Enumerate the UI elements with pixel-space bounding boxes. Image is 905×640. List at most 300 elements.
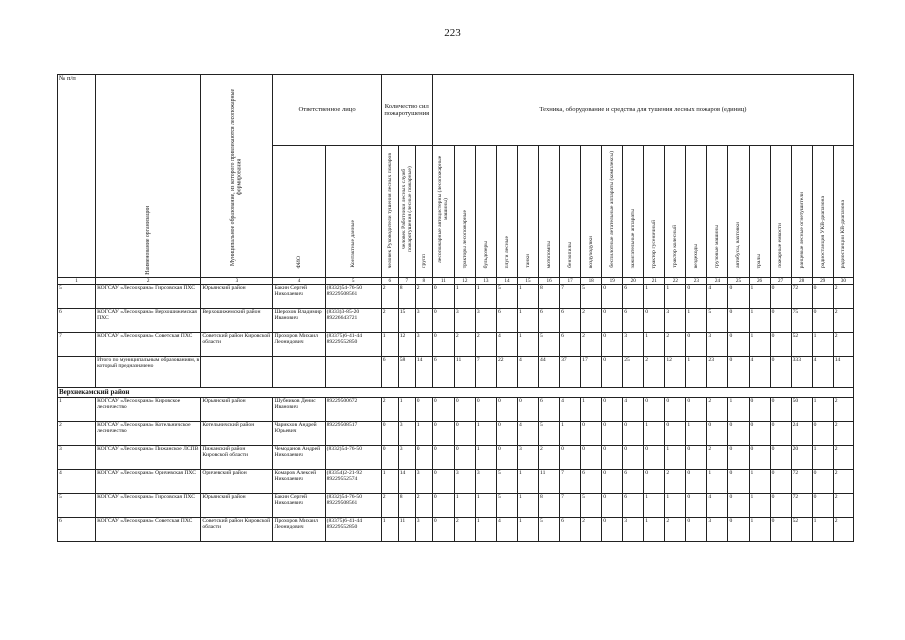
column-index-cell: 23: [686, 278, 707, 285]
responsible-fio: Комаров Алексей Николаевич: [273, 470, 325, 494]
value-cell: 0: [602, 398, 623, 422]
value-cell: 4: [518, 357, 539, 388]
header-equipment-19: радиостанции КВ-диапазона: [833, 146, 853, 278]
value-cell: 1: [644, 333, 665, 357]
value-cell: 2: [833, 333, 853, 357]
header-force-0: человек Руководители тушения лесных пожаров: [381, 146, 398, 278]
value-cell: 0: [518, 398, 539, 422]
value-cell: 11: [454, 357, 475, 388]
value-cell: 0: [665, 422, 686, 446]
value-cell: 0: [728, 333, 749, 357]
value-cell: 3: [518, 446, 539, 470]
value-cell: 1: [381, 333, 398, 357]
value-cell: 5: [581, 285, 602, 309]
row-number: 6: [58, 309, 96, 333]
column-index-row: [58, 278, 854, 285]
value-cell: 1: [665, 285, 686, 309]
value-cell: 0: [770, 333, 791, 357]
org-name: КОГСАУ «Лесоохрана» Пижанское ЛСПВ: [96, 446, 201, 470]
value-cell: 0: [644, 309, 665, 333]
column-index-cell: 1: [58, 278, 96, 285]
column-index-cell: 6: [381, 278, 398, 285]
contact-info: [325, 357, 381, 388]
value-cell: 72: [791, 494, 812, 518]
value-cell: 0: [770, 285, 791, 309]
column-index-cell: 7: [398, 278, 415, 285]
value-cell: 0: [686, 333, 707, 357]
value-cell: 0: [415, 398, 432, 422]
value-cell: 3: [707, 333, 728, 357]
value-cell: 0: [644, 398, 665, 422]
value-cell: 1: [644, 422, 665, 446]
value-cell: 3: [415, 333, 432, 357]
value-cell: 2: [415, 494, 432, 518]
value-cell: 1: [518, 333, 539, 357]
header-equipment-1: тракторы лесопожарные: [454, 146, 475, 278]
value-cell: 20: [791, 446, 812, 470]
contact-info: (8332)54-76-50 89229508561: [325, 285, 381, 309]
value-cell: 0: [728, 285, 749, 309]
value-cell: 2: [454, 518, 475, 542]
contact-info: (8332)54-76-50: [325, 446, 381, 470]
value-cell: 4: [560, 398, 581, 422]
column-index-cell: 27: [770, 278, 791, 285]
value-cell: 1: [686, 357, 707, 388]
value-cell: 1: [475, 285, 496, 309]
value-cell: 2: [381, 285, 398, 309]
value-cell: 6: [381, 357, 398, 388]
value-cell: 1: [686, 309, 707, 333]
value-cell: 0: [686, 470, 707, 494]
column-index-cell: 28: [791, 278, 812, 285]
value-cell: 4: [496, 333, 517, 357]
column-index-cell: 13: [475, 278, 496, 285]
header-force-1: человек Работники лесных служб пожаротушения (лесные пожарные): [398, 146, 415, 278]
value-cell: 0: [770, 494, 791, 518]
value-cell: 0: [432, 494, 454, 518]
row-number: 7: [58, 333, 96, 357]
value-cell: 8: [539, 494, 560, 518]
value-cell: 0: [581, 446, 602, 470]
value-cell: 0: [415, 446, 432, 470]
value-cell: 2: [707, 398, 728, 422]
value-cell: 0: [770, 398, 791, 422]
value-cell: 0: [770, 518, 791, 542]
value-cell: 0: [728, 518, 749, 542]
value-cell: 2: [833, 494, 853, 518]
value-cell: 0: [432, 470, 454, 494]
value-cell: 5: [539, 518, 560, 542]
value-cell: 1: [454, 494, 475, 518]
value-cell: 11: [398, 518, 415, 542]
header-equipment-11: трактор колесный: [665, 146, 686, 278]
responsible-fio: Бакин Сергей Николаевич: [273, 285, 325, 309]
contact-info: (83354)2-21-92 89229552574: [325, 470, 381, 494]
value-cell: 0: [770, 309, 791, 333]
value-cell: 7: [475, 357, 496, 388]
value-cell: 3: [415, 470, 432, 494]
value-cell: 2: [665, 470, 686, 494]
value-cell: 333: [791, 357, 812, 388]
value-cell: 2: [833, 285, 853, 309]
value-cell: 2: [381, 494, 398, 518]
value-cell: 0: [496, 422, 517, 446]
value-cell: 0: [812, 494, 833, 518]
responsible-fio: [273, 357, 325, 388]
value-cell: 1: [560, 422, 581, 446]
value-cell: 2: [833, 446, 853, 470]
header-forces: Количество сил пожаротушения: [381, 75, 432, 146]
header-equipment-16: пожарные емкости: [770, 146, 791, 278]
value-cell: 1: [518, 470, 539, 494]
value-cell: 0: [812, 285, 833, 309]
value-cell: 14: [833, 357, 853, 388]
value-cell: 0: [728, 357, 749, 388]
column-index-cell: 21: [644, 278, 665, 285]
header-equipment-6: бензопилы: [560, 146, 581, 278]
value-cell: 1: [475, 518, 496, 542]
municipality: Пижанский район Кировской области: [201, 446, 273, 470]
value-cell: 2: [833, 422, 853, 446]
column-index-cell: 2: [96, 278, 201, 285]
value-cell: 2: [665, 333, 686, 357]
municipality: Юрьянский район: [201, 398, 273, 422]
row-number: 4: [58, 470, 96, 494]
org-name: КОГСАУ «Лесоохрана» Советская ПХС: [96, 333, 201, 357]
header-responsible: Ответственное лицо: [273, 75, 381, 146]
org-name: КОГСАУ «Лесоохрана» Кировское лесничество: [96, 398, 201, 422]
value-cell: 6: [623, 309, 644, 333]
value-cell: 0: [728, 446, 749, 470]
section-row: [58, 388, 854, 398]
value-cell: 0: [496, 398, 517, 422]
column-index-cell: 24: [707, 278, 728, 285]
value-cell: 0: [644, 470, 665, 494]
value-cell: 72: [791, 285, 812, 309]
value-cell: 4: [707, 285, 728, 309]
table-row: [58, 518, 854, 542]
municipality: [201, 357, 273, 388]
header-org: Наименование организации: [96, 75, 201, 278]
value-cell: 1: [665, 494, 686, 518]
value-cell: 6: [623, 494, 644, 518]
org-name: КОГСАУ «Лесоохрана» Оричевская ПХС: [96, 470, 201, 494]
contact-info: (8333)3-85-20 89226643721: [325, 309, 381, 333]
value-cell: 0: [812, 309, 833, 333]
value-cell: 0: [770, 470, 791, 494]
value-cell: 15: [398, 309, 415, 333]
value-cell: 14: [415, 357, 432, 388]
value-cell: 5: [581, 494, 602, 518]
org-name: КОГСАУ «Лесоохрана» Гирсовская ПХС: [96, 494, 201, 518]
value-cell: 6: [560, 518, 581, 542]
value-cell: 0: [602, 309, 623, 333]
value-cell: 1: [812, 446, 833, 470]
municipality: Советский район Кировской области: [201, 518, 273, 542]
value-cell: 4: [707, 494, 728, 518]
value-cell: 1: [381, 470, 398, 494]
value-cell: 4: [496, 518, 517, 542]
value-cell: 0: [454, 398, 475, 422]
value-cell: 1: [644, 518, 665, 542]
value-cell: 1: [812, 518, 833, 542]
value-cell: 1: [707, 470, 728, 494]
value-cell: 8: [398, 285, 415, 309]
header-equipment-7: воздуходувки: [581, 146, 602, 278]
value-cell: 24: [791, 422, 812, 446]
value-cell: 5: [496, 285, 517, 309]
value-cell: 4: [623, 398, 644, 422]
value-cell: 52: [791, 333, 812, 357]
value-cell: 0: [602, 470, 623, 494]
value-cell: 6: [539, 398, 560, 422]
value-cell: 58: [398, 357, 415, 388]
value-cell: 3: [707, 518, 728, 542]
value-cell: 8: [539, 285, 560, 309]
value-cell: 2: [581, 333, 602, 357]
value-cell: 0: [475, 398, 496, 422]
resources-grid: [57, 74, 854, 542]
value-cell: 1: [475, 446, 496, 470]
value-cell: 0: [686, 398, 707, 422]
column-index-cell: 25: [728, 278, 749, 285]
value-cell: 72: [791, 470, 812, 494]
value-cell: 2: [644, 357, 665, 388]
value-cell: 23: [707, 357, 728, 388]
municipality: Советский район Кировской области: [201, 333, 273, 357]
table-row: [58, 398, 854, 422]
responsible-fio: Чемоданов Андрей Николаевич: [273, 446, 325, 470]
org-name: Итого по муниципальным образованиям, в который предназначено: [96, 357, 201, 388]
value-cell: 0: [432, 285, 454, 309]
value-cell: 8: [398, 494, 415, 518]
value-cell: 0: [665, 398, 686, 422]
value-cell: 0: [686, 446, 707, 470]
fire-resources-table: [57, 74, 854, 542]
value-cell: 0: [602, 518, 623, 542]
value-cell: 6: [539, 309, 560, 333]
header-equipment-10: трактор гусеничный: [644, 146, 665, 278]
value-cell: 44: [539, 357, 560, 388]
municipality: Юрьянский район: [201, 494, 273, 518]
table-row: [58, 446, 854, 470]
contact-info: (83375)6-41-44 89229552850: [325, 518, 381, 542]
value-cell: 1: [728, 398, 749, 422]
municipality: Оричевский район: [201, 470, 273, 494]
contact-info: 89229500672: [325, 398, 381, 422]
municipality: Верхошижемский район: [201, 309, 273, 333]
page-number: 223: [444, 27, 461, 39]
header-equipment-17: ранцевые лесные огнетушители: [791, 146, 812, 278]
table-row: [58, 357, 854, 388]
value-cell: 0: [602, 357, 623, 388]
value-cell: 6: [623, 285, 644, 309]
value-cell: 0: [602, 285, 623, 309]
header-equipment-5: мотопомпы: [539, 146, 560, 278]
value-cell: 6: [496, 309, 517, 333]
row-number: 3: [58, 446, 96, 470]
value-cell: 1: [518, 518, 539, 542]
value-cell: 1: [475, 494, 496, 518]
value-cell: 6: [560, 309, 581, 333]
value-cell: 5: [539, 422, 560, 446]
value-cell: 7: [560, 285, 581, 309]
value-cell: 0: [686, 518, 707, 542]
value-cell: 2: [833, 470, 853, 494]
value-cell: 0: [432, 422, 454, 446]
header-equipment-13: грузовые машины: [707, 146, 728, 278]
value-cell: 7: [560, 494, 581, 518]
column-index-cell: 29: [812, 278, 833, 285]
column-index-cell: 11: [432, 278, 454, 285]
value-cell: 0: [749, 422, 770, 446]
value-cell: 0: [602, 422, 623, 446]
value-cell: 0: [432, 333, 454, 357]
value-cell: 4: [518, 422, 539, 446]
column-index-cell: 5: [325, 278, 381, 285]
value-cell: 2: [381, 309, 398, 333]
value-cell: 2: [833, 309, 853, 333]
value-cell: 2: [415, 285, 432, 309]
value-cell: 1: [415, 422, 432, 446]
header-equipment-0: лесопожарные автоцистерны (лесопожарные машины): [432, 146, 454, 278]
value-cell: 1: [749, 333, 770, 357]
value-cell: 0: [602, 494, 623, 518]
responsible-fio: Прохоров Михаил Леонидович: [273, 518, 325, 542]
row-number: 5: [58, 285, 96, 309]
responsible-fio: Прохоров Михаил Леонидович: [273, 333, 325, 357]
value-cell: 2: [581, 518, 602, 542]
value-cell: 0: [812, 470, 833, 494]
contact-info: (83375)6-41-44 89229552850: [325, 333, 381, 357]
value-cell: 1: [454, 285, 475, 309]
row-number: 6: [58, 518, 96, 542]
value-cell: 6: [432, 357, 454, 388]
value-cell: 1: [749, 470, 770, 494]
column-index-cell: 18: [581, 278, 602, 285]
value-cell: 0: [496, 446, 517, 470]
value-cell: 3: [398, 422, 415, 446]
row-number: 5: [58, 494, 96, 518]
value-cell: 0: [623, 422, 644, 446]
value-cell: 0: [728, 309, 749, 333]
value-cell: 1: [518, 309, 539, 333]
value-cell: 2: [665, 518, 686, 542]
section-title: Верхнекамский район: [58, 388, 854, 398]
value-cell: 0: [602, 333, 623, 357]
header-equipment: Техника, оборудование и средства для тушения лесных пожаров (единиц): [432, 75, 853, 146]
value-cell: 0: [581, 422, 602, 446]
value-cell: 17: [581, 357, 602, 388]
value-cell: 0: [812, 422, 833, 446]
column-index-cell: 30: [833, 278, 853, 285]
header-num: № п/п: [58, 75, 96, 278]
header-equipment-15: тралы: [749, 146, 770, 278]
value-cell: 1: [475, 422, 496, 446]
value-cell: 3: [454, 470, 475, 494]
value-cell: 1: [665, 446, 686, 470]
value-cell: 0: [749, 446, 770, 470]
value-cell: 0: [623, 446, 644, 470]
value-cell: 0: [644, 446, 665, 470]
value-cell: 3: [475, 470, 496, 494]
row-number: 2: [58, 422, 96, 446]
value-cell: 3: [665, 309, 686, 333]
column-index-cell: 22: [665, 278, 686, 285]
table-row: [58, 309, 854, 333]
header-equipment-14: автобусы, вахтовки: [728, 146, 749, 278]
value-cell: 0: [432, 309, 454, 333]
value-cell: 1: [518, 494, 539, 518]
value-cell: 0: [728, 494, 749, 518]
value-cell: 1: [644, 494, 665, 518]
value-cell: 0: [602, 446, 623, 470]
contact-info: (8332)54-76-50 89229508561: [325, 494, 381, 518]
value-cell: 12: [665, 357, 686, 388]
value-cell: 0: [454, 422, 475, 446]
value-cell: 1: [749, 285, 770, 309]
header-equipment-9: зажигательные аппараты: [623, 146, 644, 278]
value-cell: 0: [770, 422, 791, 446]
value-cell: 2: [833, 518, 853, 542]
org-name: КОГСАУ «Лесоохрана» Советская ПХС: [96, 518, 201, 542]
value-cell: 6: [581, 470, 602, 494]
municipality: Котельничский район: [201, 422, 273, 446]
row-number: [58, 357, 96, 388]
value-cell: 2: [707, 446, 728, 470]
value-cell: 37: [560, 357, 581, 388]
value-cell: 3: [454, 309, 475, 333]
value-cell: 2: [539, 446, 560, 470]
header-force-2: групп: [415, 146, 432, 278]
value-cell: 0: [749, 398, 770, 422]
value-cell: 1: [749, 494, 770, 518]
value-cell: 75: [791, 309, 812, 333]
value-cell: 14: [398, 470, 415, 494]
value-cell: 5: [539, 333, 560, 357]
value-cell: 1: [398, 398, 415, 422]
value-cell: 0: [686, 285, 707, 309]
responsible-fio: Чарикхов Андрей Юрьевич: [273, 422, 325, 446]
value-cell: 0: [381, 446, 398, 470]
value-cell: 3: [623, 333, 644, 357]
value-cell: 0: [381, 422, 398, 446]
column-index-cell: 26: [749, 278, 770, 285]
row-number: 1: [58, 398, 96, 422]
table-row: [58, 470, 854, 494]
column-index-cell: 14: [496, 278, 517, 285]
value-cell: 6: [560, 333, 581, 357]
value-cell: 6: [623, 470, 644, 494]
header-equipment-2: бульдозеры: [475, 146, 496, 278]
value-cell: 2: [581, 309, 602, 333]
header-equipment-12: вездеходы: [686, 146, 707, 278]
column-index-cell: 20: [623, 278, 644, 285]
header-municipality: Муниципальное образование, из которого привлекаются лесопожарные формирования: [201, 75, 273, 278]
table-row: [58, 422, 854, 446]
value-cell: 52: [791, 518, 812, 542]
table-row: [58, 285, 854, 309]
responsible-fio: Шерохов Владимир Иванович: [273, 309, 325, 333]
table-row: [58, 494, 854, 518]
value-cell: 25: [623, 357, 644, 388]
value-cell: 1: [749, 309, 770, 333]
table-row: [58, 333, 854, 357]
value-cell: 2: [833, 398, 853, 422]
value-cell: 1: [644, 285, 665, 309]
value-cell: 4: [812, 357, 833, 388]
value-cell: 5: [496, 494, 517, 518]
